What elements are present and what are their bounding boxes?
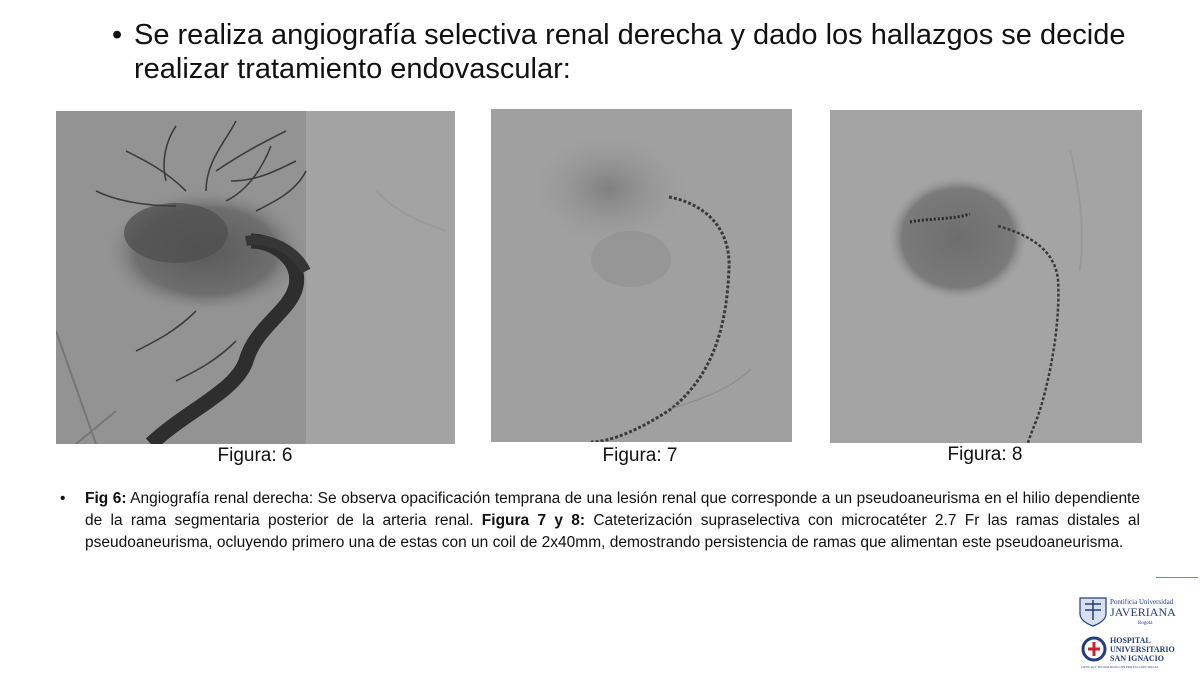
fig6-label: Fig 6:	[85, 490, 127, 507]
fig6-text: Angiografía renal derecha: Se observa opacificación temprana de una lesión renal que corresponde a un pseudoaneurisma en el hilio dependiente de la rama segmentaria posterior de la arteria renal.	[85, 490, 1140, 529]
angiography-image-fig6	[56, 111, 455, 444]
figure-6-caption: Figura: 6	[217, 445, 293, 466]
figure-7-caption: Figura: 7	[602, 445, 678, 466]
note-bullet: •	[60, 490, 66, 507]
javeriana-line3: Bogotá	[1138, 621, 1153, 626]
javeriana-line1: Pontificia Universidad	[1110, 598, 1174, 606]
hospital-emblem-icon	[1083, 638, 1105, 660]
angiography-image-fig8	[830, 110, 1142, 443]
title-text: Se realiza angiografía selectiva renal derecha y dado los hallazgos se decide realizar tratamiento endovascular:	[134, 19, 1126, 85]
title-bullet: •	[112, 19, 123, 51]
figure-description	[60, 488, 1140, 554]
note-body	[60, 488, 1140, 554]
javeriana-line2: JAVERIANA	[1110, 605, 1176, 619]
slide-title	[112, 18, 1152, 86]
figure-8-caption: Figura: 8	[947, 444, 1023, 465]
hospital-line2: UNIVERSITARIO	[1110, 645, 1175, 654]
hospital-line1: HOSPITAL	[1110, 636, 1151, 645]
divider-line	[1156, 577, 1198, 578]
javeriana-crest-icon	[1080, 598, 1106, 626]
angiography-image-fig7	[491, 109, 792, 442]
fig78-text: Cateterización supraselectiva con microcatéter 2.7 Fr las ramas distales al pseudoaneurisma, ocluyendo primero una de estas con un coil de 2x40mm, demostrando persistencia de ramas que alimentan este pseudoaneurisma.	[85, 512, 1140, 551]
hospital-san-ignacio-logo	[1080, 634, 1190, 670]
fig78-label: Figura 7 y 8:	[481, 512, 586, 529]
hospital-line4: CIENCIA Y TECNOLOGÍA CON PROYECCIÓN SOCIAL	[1081, 665, 1159, 669]
javeriana-logo	[1076, 592, 1186, 628]
hospital-line3: SAN IGNACIO	[1110, 654, 1165, 663]
